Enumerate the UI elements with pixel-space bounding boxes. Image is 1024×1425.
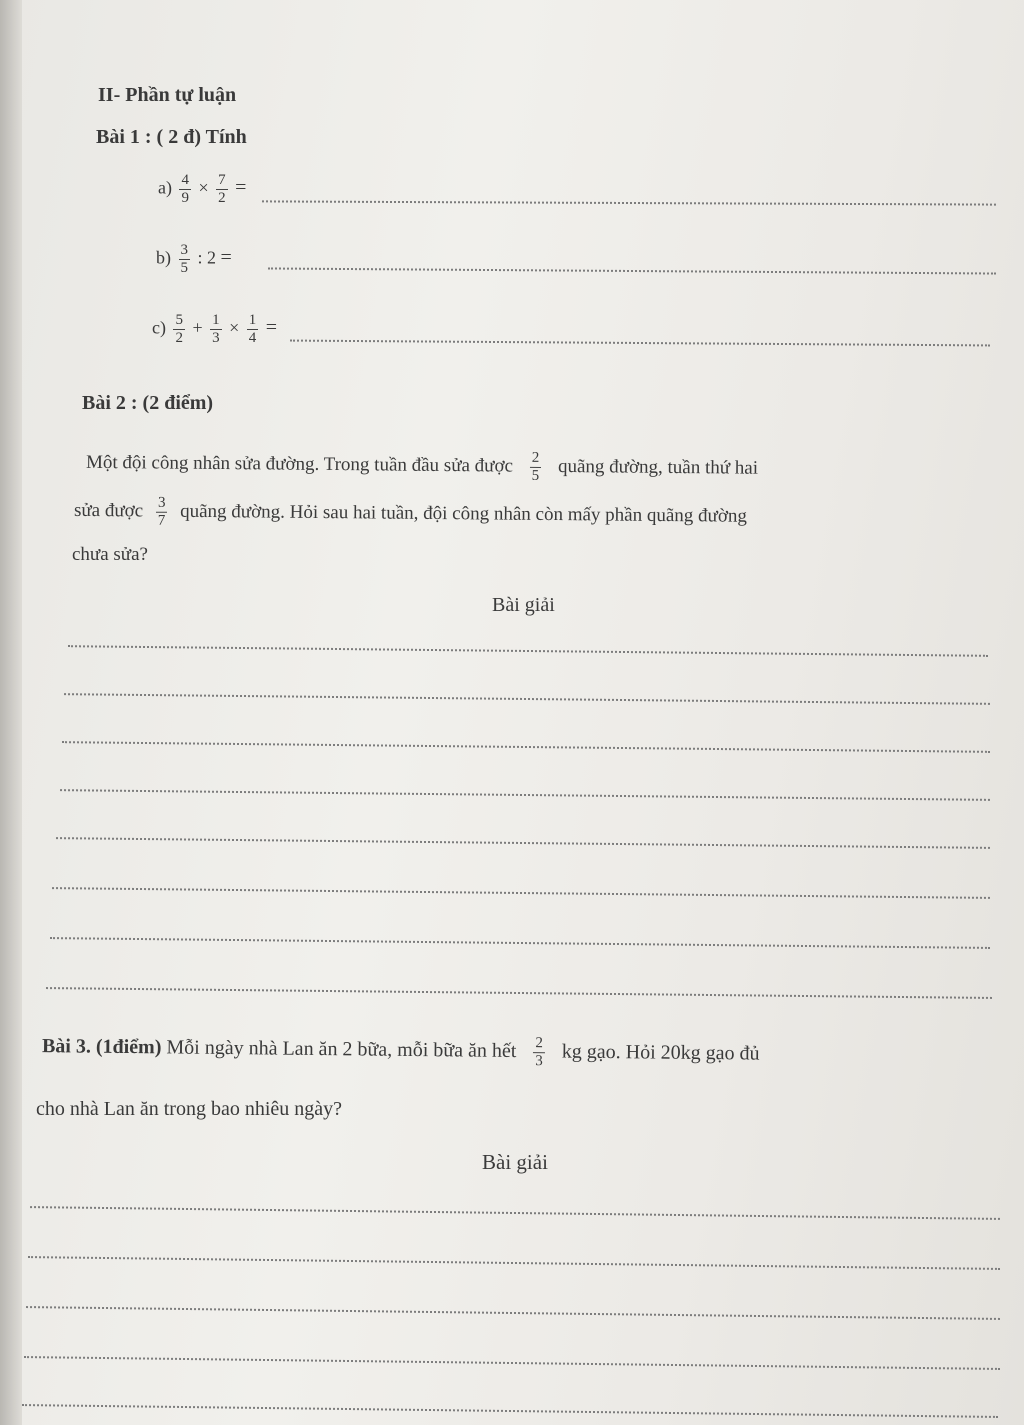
equals-sign: = [265, 316, 278, 339]
solution-line [56, 837, 990, 849]
solution-line [68, 645, 988, 657]
text-segment: kg gạo. Hỏi 20kg gạo đủ [561, 1040, 760, 1065]
item-label: b) [156, 247, 171, 268]
equals-sign: = [220, 246, 232, 269]
bai2-text-line3: chưa sửa? [72, 544, 148, 565]
section-title: II- Phần tự luận [98, 84, 237, 106]
operator: × [198, 177, 209, 198]
bai2-text-line1 [86, 446, 758, 487]
solution-line [50, 937, 990, 949]
bai3-solution-label: Bài giải [482, 1150, 548, 1174]
solution-line [22, 1404, 998, 1418]
fraction: $\frac{4}{9}$ [181, 172, 189, 206]
item-label: c) [152, 317, 166, 338]
solution-line [64, 693, 990, 705]
bai2-heading: Bài 2 : (2 điểm) [82, 392, 214, 414]
solution-line [52, 887, 990, 899]
solution-line [60, 789, 990, 801]
text-segment: quãng đường. Hỏi sau hai tuần, đội công nhân còn mấy phần quãng đường [180, 500, 748, 527]
bai1-item-b [156, 242, 232, 277]
fraction: $\frac{7}{2}$ [218, 172, 226, 206]
fraction: $\frac{2}{5}$ [531, 449, 540, 484]
fraction: $\frac{5}{2}$ [175, 312, 183, 346]
answer-line-c [290, 340, 990, 347]
operator: + [192, 317, 203, 338]
solution-line [30, 1206, 1000, 1220]
text-segment: sửa được [73, 499, 144, 522]
equals-sign: = [235, 176, 247, 199]
bai3-heading: Bài 3. (1điểm) [41, 1035, 162, 1059]
solution-line [46, 987, 992, 999]
fraction: $\frac{1}{3}$ [212, 312, 220, 346]
answer-line-a [262, 200, 996, 205]
text-segment: Một đội công nhân sửa đường. Trong tuần đầu sửa được [85, 451, 514, 477]
solution-line [24, 1356, 1000, 1370]
fraction: $\frac{2}{3}$ [535, 1035, 544, 1070]
solution-line [26, 1306, 1000, 1320]
bai2-solution-label: Bài giải [492, 594, 555, 616]
operator: : 2 [197, 247, 217, 268]
bai3-text-line1 [42, 1030, 760, 1073]
item-label: a) [158, 177, 172, 198]
answer-line-b [268, 267, 996, 274]
bai1-item-c [152, 312, 277, 347]
solution-line [28, 1256, 1000, 1270]
text-segment: Mỗi ngày nhà Lan ăn 2 bữa, mỗi bữa ăn hết [166, 1036, 517, 1063]
fraction: $\frac{1}{4}$ [248, 312, 257, 346]
bai1-item-a [158, 172, 246, 207]
operator: × [229, 317, 240, 338]
fraction: $\frac{3}{5}$ [180, 242, 188, 276]
fraction: $\frac{3}{7}$ [157, 494, 166, 529]
text-segment: quãng đường, tuần thứ hai [557, 455, 759, 479]
bai1-heading: Bài 1 : ( 2 đ) Tính [96, 126, 247, 148]
bai2-text-line2 [74, 494, 747, 535]
solution-line [62, 741, 990, 753]
bai3-text-line2: cho nhà Lan ăn trong bao nhiêu ngày? [36, 1098, 343, 1120]
